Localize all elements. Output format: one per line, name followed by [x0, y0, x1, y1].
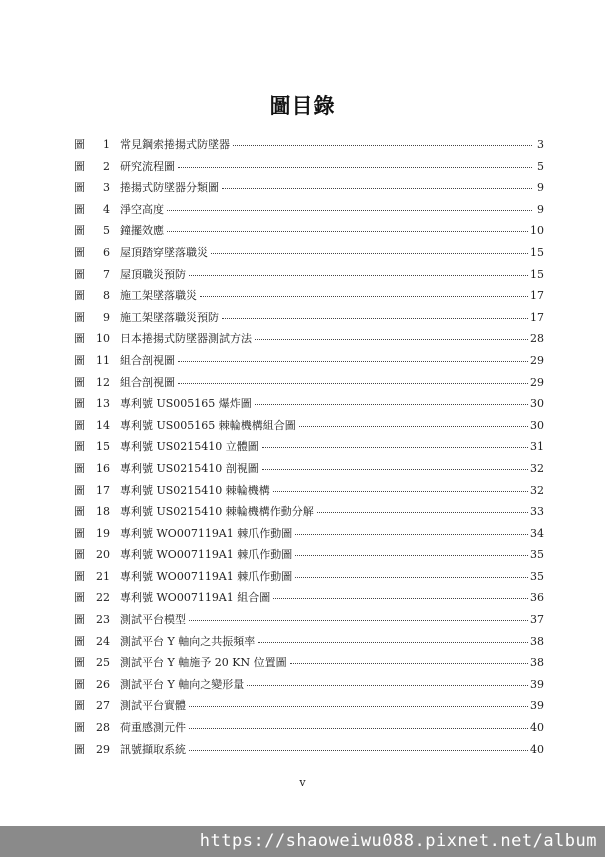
figure-number: 22 — [96, 591, 110, 605]
dot-leader — [255, 329, 528, 340]
dot-leader — [247, 675, 528, 686]
figure-number: 7 — [103, 267, 110, 281]
figure-number: 8 — [103, 289, 110, 303]
figure-number: 9 — [103, 310, 110, 324]
dot-leader — [189, 740, 528, 751]
figure-page: 9 — [537, 202, 544, 216]
figure-title: 專利號 US0215410 棘輪機構作動分解 — [120, 505, 314, 519]
figure-title: 荷重感測元件 — [120, 721, 186, 735]
figure-page: 40 — [530, 721, 544, 735]
figure-title: 訊號擷取系統 — [120, 742, 186, 756]
toc-entry[interactable] — [74, 199, 544, 221]
figure-title: 日本捲揚式防墜器測試方法 — [120, 332, 252, 346]
figure-title: 研究流程圖 — [120, 159, 175, 173]
toc-entry[interactable] — [74, 587, 544, 609]
toc-entry[interactable] — [74, 609, 544, 631]
figure-page: 34 — [530, 526, 544, 540]
figure-title: 專利號 US0215410 立體圖 — [120, 440, 259, 454]
figure-title: 屋頂職災預防 — [120, 267, 186, 281]
figure-number: 29 — [96, 742, 110, 756]
figure-page: 17 — [530, 289, 544, 303]
figure-title: 專利號 WO007119A1 棘爪作動圖 — [120, 526, 293, 540]
figure-prefix: 圖 — [74, 591, 85, 605]
toc-entry[interactable] — [74, 436, 544, 458]
figure-prefix: 圖 — [74, 548, 85, 562]
figure-page: 32 — [530, 461, 544, 475]
figure-page: 38 — [530, 634, 544, 648]
dot-leader — [167, 200, 532, 211]
figure-prefix: 圖 — [74, 353, 85, 367]
figure-prefix: 圖 — [74, 721, 85, 735]
page-title: 圖目錄 — [269, 94, 336, 118]
figure-title: 組合剖視圖 — [120, 353, 175, 367]
toc-entry[interactable] — [74, 415, 544, 437]
figure-title: 專利號 US005165 爆炸圖 — [120, 397, 252, 411]
dot-leader — [233, 135, 532, 146]
figure-number: 21 — [96, 569, 110, 583]
toc-entry[interactable] — [74, 134, 544, 156]
figure-title: 專利號 US0215410 剖視圖 — [120, 461, 259, 475]
toc-entry[interactable] — [74, 652, 544, 674]
toc-entry[interactable] — [74, 372, 544, 394]
figure-prefix: 圖 — [74, 505, 85, 519]
figure-page: 39 — [530, 677, 544, 691]
dot-leader — [189, 265, 528, 276]
figure-page: 36 — [530, 591, 544, 605]
figure-page: 10 — [530, 224, 544, 238]
figure-page: 37 — [530, 613, 544, 627]
dot-leader — [189, 696, 528, 707]
figure-page: 30 — [530, 397, 544, 411]
figure-page: 9 — [537, 181, 544, 195]
figure-title: 專利號 WO007119A1 棘爪作動圖 — [120, 569, 293, 583]
dot-leader — [222, 178, 532, 189]
toc-entry[interactable] — [74, 350, 544, 372]
figure-number: 3 — [103, 181, 110, 195]
figure-title: 淨空高度 — [120, 202, 164, 216]
figure-prefix: 圖 — [74, 613, 85, 627]
figure-number: 11 — [96, 353, 110, 367]
figure-prefix: 圖 — [74, 397, 85, 411]
figure-prefix: 圖 — [74, 289, 85, 303]
figure-prefix: 圖 — [74, 159, 85, 173]
figure-prefix: 圖 — [74, 483, 85, 497]
figure-title: 測試平台實體 — [120, 699, 186, 713]
figure-prefix: 圖 — [74, 634, 85, 648]
figure-number: 23 — [96, 613, 110, 627]
figure-prefix: 圖 — [74, 267, 85, 281]
dot-leader — [222, 308, 528, 319]
figure-page: 15 — [530, 267, 544, 281]
figure-number: 17 — [96, 483, 110, 497]
dot-leader — [262, 437, 528, 448]
dot-leader — [295, 524, 528, 535]
figure-prefix: 圖 — [74, 742, 85, 756]
figure-number: 12 — [96, 375, 110, 389]
figure-prefix: 圖 — [74, 418, 85, 432]
toc-entry[interactable] — [74, 501, 544, 523]
dot-leader — [200, 286, 528, 297]
toc-entry[interactable] — [74, 307, 544, 329]
figure-number: 13 — [96, 397, 110, 411]
toc-entry[interactable] — [74, 674, 544, 696]
watermark-url[interactable]: https://shaoweiwu088.pixnet.net/album — [0, 826, 605, 857]
figure-page: 39 — [530, 699, 544, 713]
figure-prefix: 圖 — [74, 202, 85, 216]
toc-entry[interactable] — [74, 695, 544, 717]
figure-prefix: 圖 — [74, 656, 85, 670]
figure-prefix: 圖 — [74, 677, 85, 691]
figure-list — [74, 134, 544, 760]
figure-title: 測試平台 Y 軸向之變形量 — [120, 677, 245, 691]
figure-title: 捲揚式防墜器分類圖 — [120, 181, 219, 195]
toc-entry[interactable] — [74, 156, 544, 178]
dot-leader — [295, 545, 528, 556]
figure-page: 40 — [530, 742, 544, 756]
toc-entry[interactable] — [74, 631, 544, 653]
figure-number: 26 — [96, 677, 110, 691]
toc-entry[interactable] — [74, 220, 544, 242]
dot-leader — [273, 588, 528, 599]
figure-page: 33 — [530, 505, 544, 519]
figure-page: 3 — [537, 138, 544, 151]
figure-number: 2 — [103, 159, 110, 173]
dot-leader — [178, 373, 528, 384]
figure-page: 32 — [530, 483, 544, 497]
figure-page: 29 — [530, 353, 544, 367]
figure-title: 屋頂踏穿墜落職災 — [120, 245, 208, 259]
figure-prefix: 圖 — [74, 440, 85, 454]
figure-prefix: 圖 — [74, 138, 85, 151]
figure-number: 28 — [96, 721, 110, 735]
figure-prefix: 圖 — [74, 245, 85, 259]
dot-leader — [258, 632, 528, 643]
figure-prefix: 圖 — [74, 461, 85, 475]
figure-number: 6 — [103, 245, 110, 259]
figure-number: 1 — [103, 138, 110, 151]
figure-number: 27 — [96, 699, 110, 713]
dot-leader — [295, 567, 528, 578]
toc-entry[interactable] — [74, 328, 544, 350]
figure-prefix: 圖 — [74, 332, 85, 346]
dot-leader — [189, 610, 528, 621]
figure-title: 施工架墜落職災預防 — [120, 310, 219, 324]
figure-number: 5 — [103, 224, 110, 238]
figure-title: 專利號 WO007119A1 組合圖 — [120, 591, 271, 605]
figure-title: 專利號 US005165 棘輪機構組合圖 — [120, 418, 296, 432]
figure-page: 38 — [530, 656, 544, 670]
figure-number: 10 — [96, 332, 110, 346]
figure-prefix: 圖 — [74, 699, 85, 713]
toc-entry[interactable] — [74, 544, 544, 566]
dot-leader — [189, 718, 528, 729]
figure-number: 20 — [96, 548, 110, 562]
figure-page: 31 — [530, 440, 544, 454]
dot-leader — [211, 243, 528, 254]
figure-prefix: 圖 — [74, 375, 85, 389]
dot-leader — [290, 653, 528, 664]
figure-title: 常見鋼索捲揚式防墜器 — [120, 138, 230, 151]
toc-entry[interactable] — [74, 739, 544, 761]
dot-leader — [273, 481, 528, 492]
figure-page: 17 — [530, 310, 544, 324]
figure-page: 30 — [530, 418, 544, 432]
figure-prefix: 圖 — [74, 526, 85, 540]
dot-leader — [255, 394, 528, 405]
figure-number: 14 — [96, 418, 110, 432]
dot-leader — [167, 221, 528, 232]
figure-title: 專利號 WO007119A1 棘爪作動圖 — [120, 548, 293, 562]
toc-entry[interactable] — [74, 717, 544, 739]
figure-number: 16 — [96, 461, 110, 475]
dot-leader — [299, 416, 528, 427]
dot-leader — [178, 157, 532, 168]
figure-title: 測試平台模型 — [120, 613, 186, 627]
figure-prefix: 圖 — [74, 569, 85, 583]
figure-page: 29 — [530, 375, 544, 389]
figure-page: 28 — [530, 332, 544, 346]
dot-leader — [178, 351, 528, 362]
figure-title: 鐘擺效應 — [120, 224, 164, 238]
figure-prefix: 圖 — [74, 310, 85, 324]
figure-title: 專利號 US0215410 棘輪機構 — [120, 483, 270, 497]
figure-title: 施工架墜落職災 — [120, 289, 197, 303]
figure-title: 測試平台 Y 軸向之共振頻率 — [120, 634, 256, 648]
figure-number: 19 — [96, 526, 110, 540]
figure-page: 35 — [530, 548, 544, 562]
figure-number: 24 — [96, 634, 110, 648]
figure-number: 15 — [96, 440, 110, 454]
figure-prefix: 圖 — [74, 181, 85, 195]
toc-entry[interactable] — [74, 523, 544, 545]
figure-page: 5 — [537, 159, 544, 173]
toc-entry[interactable] — [74, 458, 544, 480]
figure-number: 4 — [103, 202, 110, 216]
page-number: v — [299, 776, 306, 789]
figure-page: 15 — [530, 245, 544, 259]
dot-leader — [317, 502, 528, 513]
figure-title: 測試平台 Y 軸施予 20 KN 位置圖 — [120, 656, 287, 670]
figure-page: 35 — [530, 569, 544, 583]
figure-number: 18 — [96, 505, 110, 519]
toc-entry[interactable] — [74, 264, 544, 286]
toc-entry[interactable] — [74, 566, 544, 588]
toc-entry[interactable] — [74, 285, 544, 307]
toc-entry[interactable] — [74, 242, 544, 264]
dot-leader — [262, 459, 528, 470]
toc-entry[interactable] — [74, 393, 544, 415]
figure-prefix: 圖 — [74, 224, 85, 238]
toc-entry[interactable] — [74, 177, 544, 199]
figure-number: 25 — [96, 656, 110, 670]
figure-title: 組合剖視圖 — [120, 375, 175, 389]
toc-entry[interactable] — [74, 480, 544, 502]
